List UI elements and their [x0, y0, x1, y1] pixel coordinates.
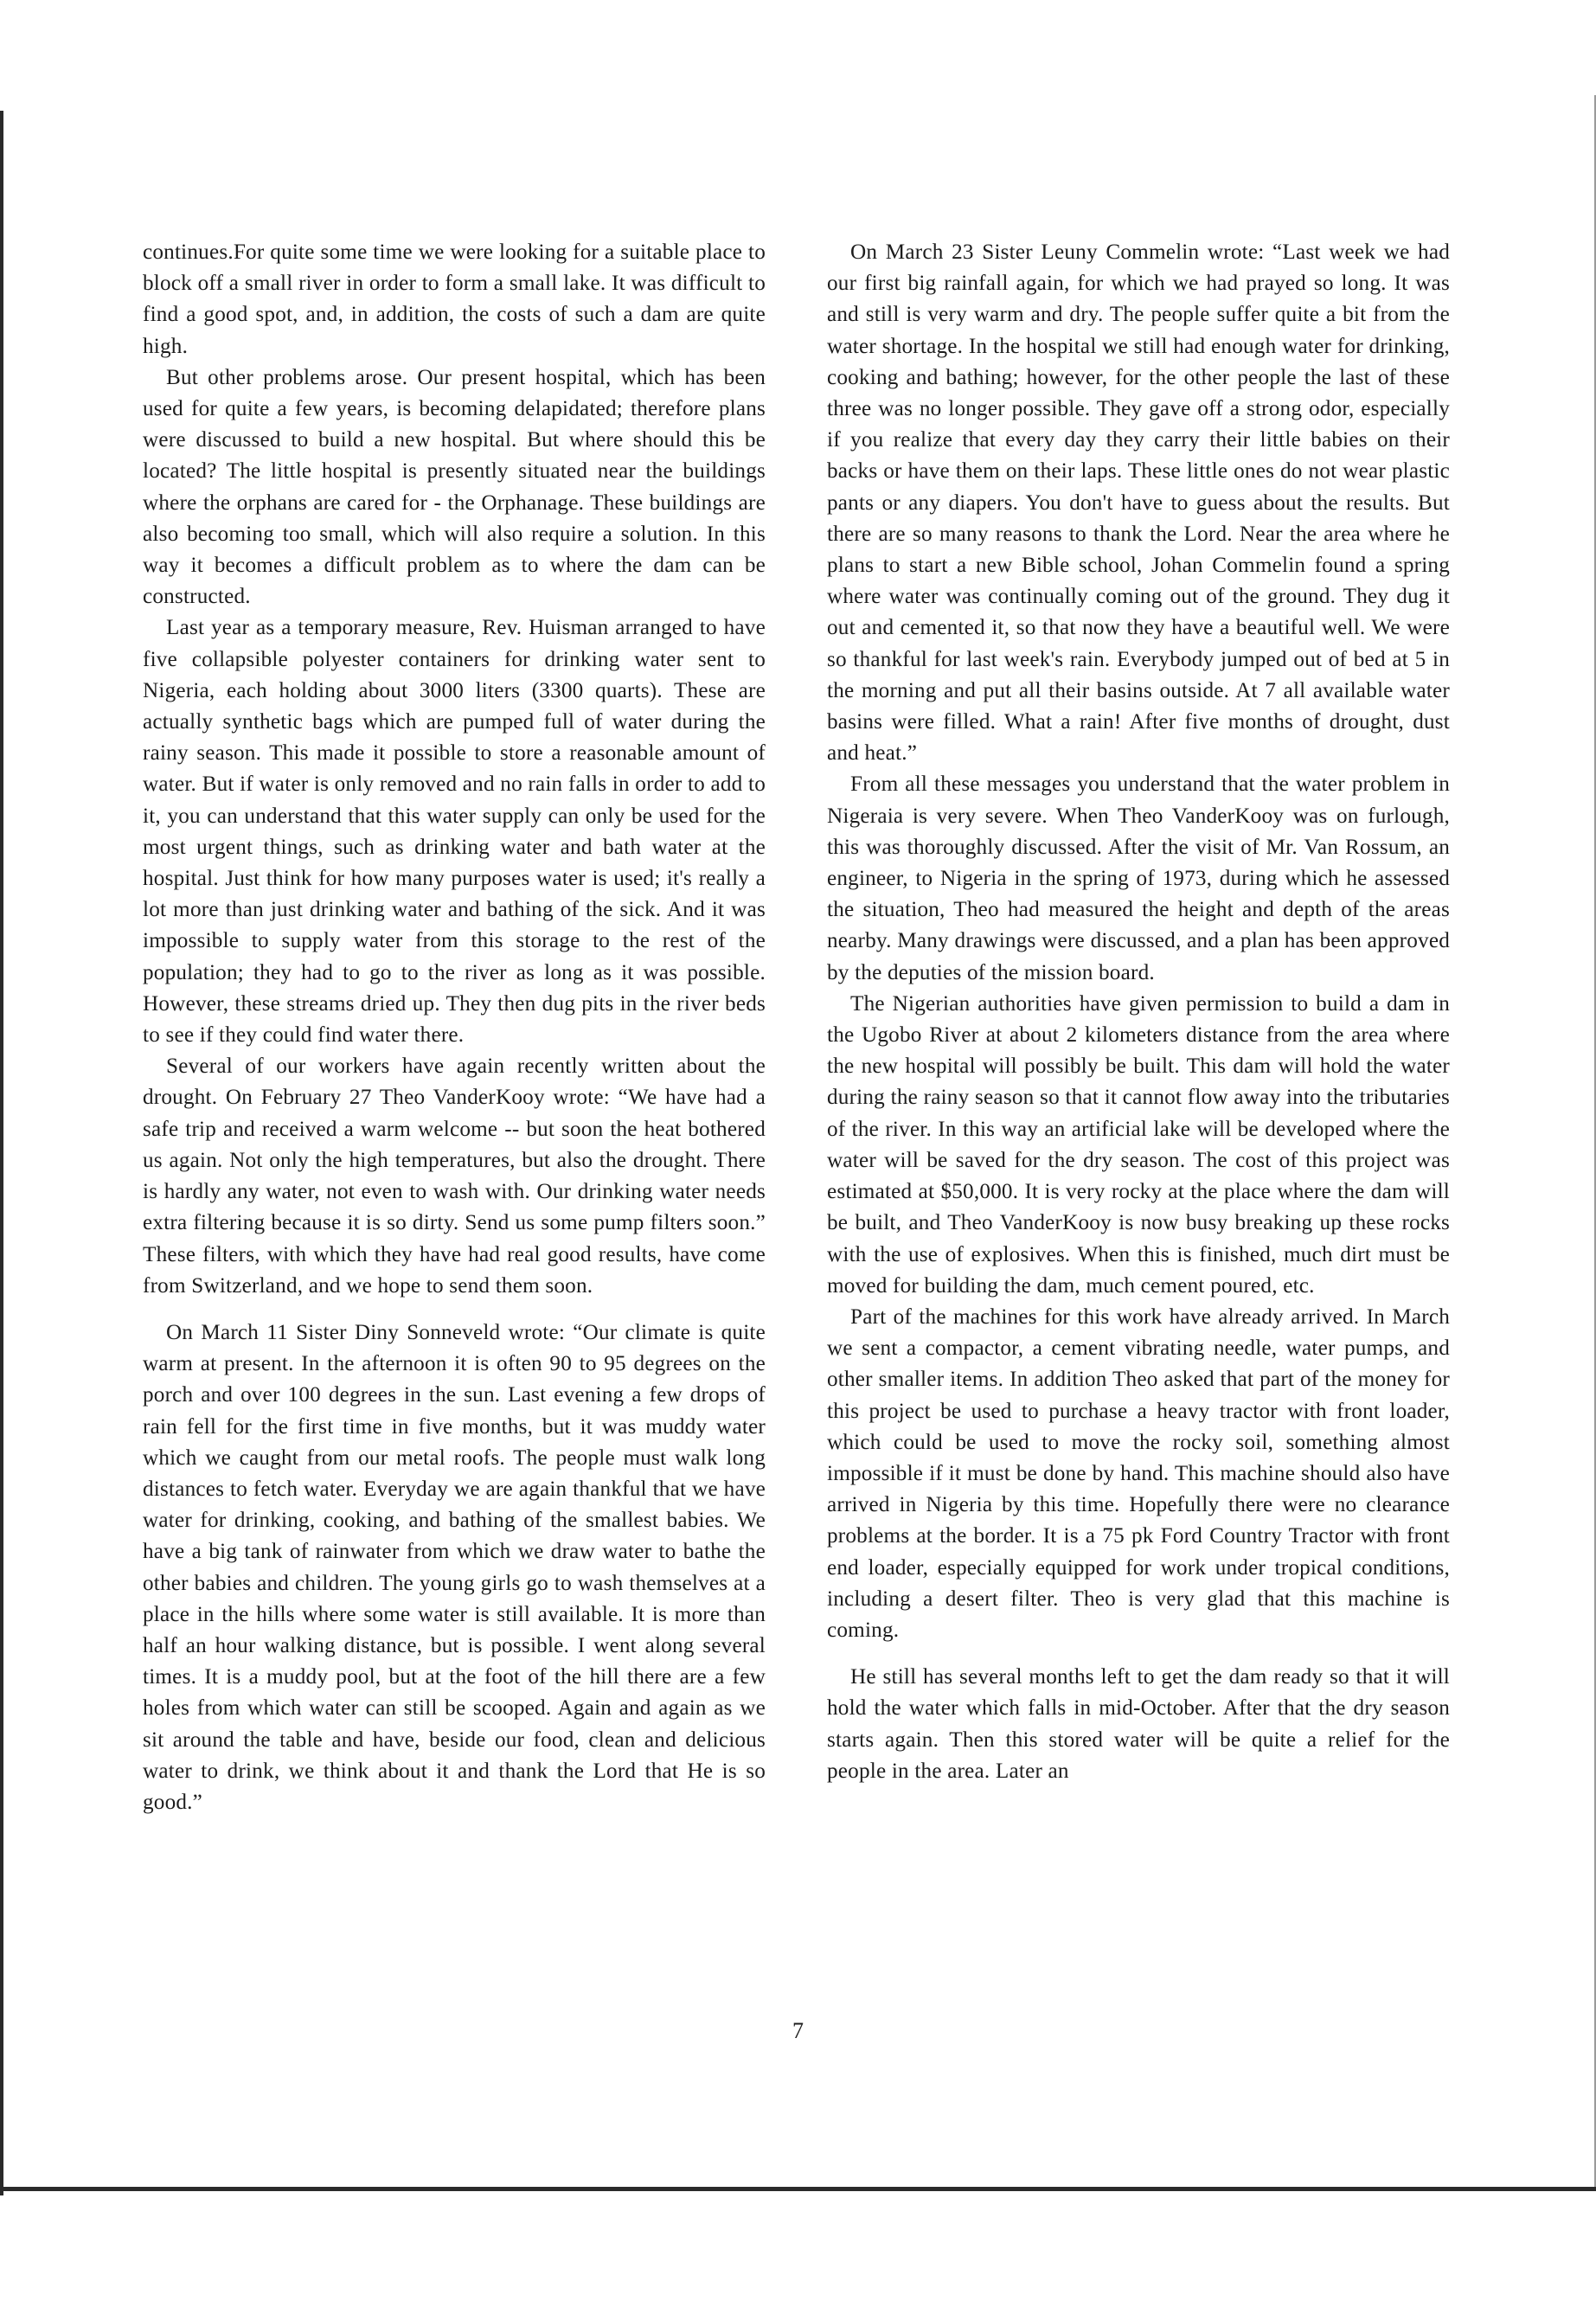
paragraph: Several of our workers have again recently written about the drought. On February 27 Theo VanderKooy wrote: “We have had a safe trip and received a warm welcome -- but soon the heat bothered us again. Not only the high temperatures, but also the drought. There is hardly any water, not even to wash with. Our drinking water needs extra filtering because it is so dirty. Send us some pump filters soon.” These filters, with which they have had real good results, have come from Switzerland, and we hope to send them soon.: [143, 1054, 766, 1298]
scan-edge-bottom: [0, 2187, 1596, 2191]
paragraph: But other problems arose. Our present hospital, which has been used for quite a few years, is becoming delapidated; therefore plans were discussed to build a new hospital. But where should this be located? The little hospital is presently situated near the buildings where the orphans are cared for - the Orphanage. These buildings are also becoming too small, which will also require a solution. In this way it becomes a difficult problem as to where the dam can be constructed.: [143, 365, 766, 609]
paragraph: From all these messages you understand that the water problem in Nigeraia is very severe. When Theo VanderKooy was on furlough, this was thoroughly discussed. After the visit of Mr. Van Rossum, an engineer, to Nigeria in the spring of 1973, during which he assessed the situation, Theo had measured the height and depth of the areas nearby. Many drawings were discussed, and a plan has been approved by the deputies of the mission board.: [827, 772, 1450, 984]
paragraph: Last year as a temporary measure, Rev. Huisman arranged to have five collapsible polyester containers for drinking water sent to Nigeria, each holding about 3000 liters (3300 quarts). These are actually synthetic bags which are pumped full of water during the rainy season. This made it possible to store a reasonable amount of water. But if water is only removed and no rain falls in order to add to it, you can understand that this water supply can only be used for the most urgent things, such as drinking water and bath water at the hospital. Just think for how many purposes water is used; it's really a lot more than just drinking water and bathing of the sick. And it was impossible to supply water from this storage to the rest of the population; they had to go to the river as long as it was possible. However, these streams dried up. They then dug pits in the river beds to see if they could find water there.: [143, 616, 766, 1048]
paragraph: He still has several months left to get the dam ready so that it will hold the water which falls in mid-October. After that the dry season starts again. Then this stored water will be quite a relief for the people in the area. Later an: [827, 1665, 1450, 1783]
paragraph: Part of the machines for this work have already arrived. In March we sent a compactor, a cement vibrating needle, water pumps, and other smaller items. In addition Theo asked that part of the money for this project be used to purchase a heavy tractor with front loader, which could be used to move the rocky soil, something almost impossible if it must be done by hand. This machine should also have arrived in Nigeria by this time. Hopefully there were no clearance problems at the border. It is a 75 pk Ford Country Tractor with front end loader, especially equipped for work under tropical conditions, including a desert filter. Theo is very glad that this machine is coming.: [827, 1304, 1450, 1642]
left-column: [143, 237, 766, 1818]
right-column: [827, 237, 1450, 1787]
scan-edge-left: [0, 111, 3, 2195]
paragraph: On March 11 Sister Diny Sonneveld wrote: “Our climate is quite warm at present. In the afternoon it is often 90 to 95 degrees on the porch and over 100 degrees in the sun. Last evening a few drops of rain fell for the first time in five months, but it was muddy water which we caught from our metal roofs. The people must walk long distances to fetch water. Everyday we are again thankful that we have water for drinking, cooking, and bathing of the smallest babies. We have a big tank of rainwater from which we draw water to bathe the other babies and children. The young girls go to wash themselves at a place in the hills where some water is still available. It is more than half an hour walking distance, but is possible. I went along several times. It is a muddy pool, but at the foot of the hill there are a few holes from which water can still be scooped. Again and again as we sit around the table and have, beside our food, clean and delicious water to drink, we think about it and thank the Lord that He is so good.”: [143, 1320, 766, 1814]
page-number: 7: [792, 2018, 804, 2043]
paragraph: continues.For quite some time we were looking for a suitable place to block off a small river in order to form a small lake. It was difficult to find a good spot, and, in addition, the costs of such a dam are quite high.: [143, 240, 766, 358]
paragraph: The Nigerian authorities have given permission to build a dam in the Ugobo River at about 2 kilometers distance from the area where the new hospital will possibly be built. This dam will hold the water during the rainy season so that it cannot flow away into the tributaries of the river. In this way an artificial lake will be developed where the water will be saved for the dry season. The cost of this project was estimated at $50,000. It is very rocky at the place where the dam will be built, and Theo VanderKooy is now busy breaking up these rocks with the use of explosives. When this is finished, much dirt must be moved for building the dam, much cement poured, etc.: [827, 991, 1450, 1298]
paragraph: On March 23 Sister Leuny Commelin wrote: “Last week we had our first big rainfall again, for which we had prayed so long. It was and still is very warm and dry. The people suffer quite a bit from the water shortage. In the hospital we still had enough water for drinking, cooking and bathing; however, for the other people the last of these three was no longer possible. They gave off a strong odor, especially if you realize that every day they carry their little babies on their backs or have them on their laps. These little ones do not wear plastic pants or any diapers. You don't have to guess about the results. But there are so many reasons to thank the Lord. Near the area where he plans to start a new Bible school, Johan Commelin found a spring where water was continually coming out of the ground. They dug it out and cemented it, so that now they have a beautiful well. We were so thankful for last week's rain. Everybody jumped out of bed at 5 in the morning and put all their basins outside. At 7 all available water basins were filled. What a rain! After five months of drought, dust and heat.”: [827, 240, 1450, 766]
